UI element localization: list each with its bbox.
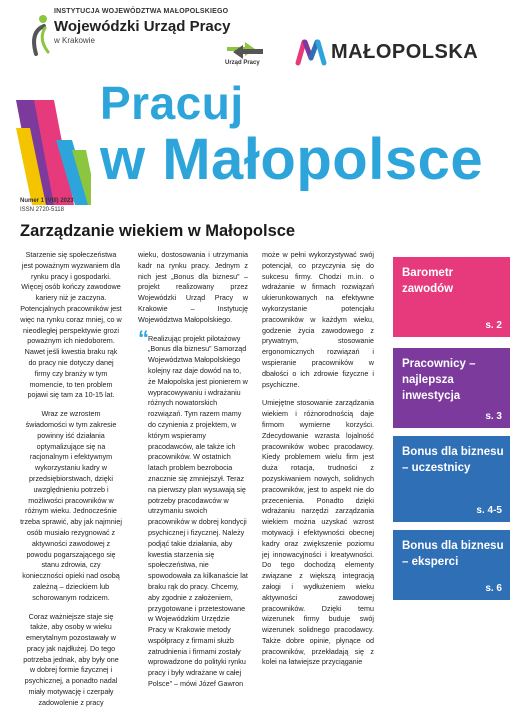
masthead-stripes-graphic — [16, 100, 91, 205]
toc-box-title: Pracownicy – najlepsza inwestycja — [402, 358, 476, 402]
urzad-pracy-logo — [223, 40, 267, 70]
toc-box-title: Bonus dla biznesu – eksperci — [402, 540, 504, 568]
masthead-title-line2: w Małopolsce — [100, 127, 484, 192]
arrows-icon — [223, 40, 267, 60]
issue-number: Numer 1 (VIII) 2023 — [20, 198, 74, 204]
wup-logo — [30, 6, 231, 58]
paragraph: Umiejętne stosowanie zarządzania wiekiem i różnorodnością daje firmom wymierne korzyści. Zdecydowanie wzrasta lojalność pracowników wobec pracodawcy. Kiedy problemem wielu firm jest duża rotacja, trudności z pozyskiwaniem nowych, solidnych pracowników, jest to aspekt nie do przecenienia. Ponadto dzięki wdrażaniu narzędzi zarządzania wiekiem można uzyskać wzrost motywacji i efektywności obecnej kadry oraz zwiększenie poziomu jej innowacyjności i kreatywności. Do tego dochodzą elementy związane z większą integracją załogi i wydłużeniem wieku aktywności zawodowej pracowników. Dzięki temu wizerunek firmy buduje swój wizerunek solidnego pracodawcy. Także dobre opinie, płynące od pracowników, przekładają się z kolei na łatwiejsze przyciąganie — [262, 398, 374, 667]
toc-box-page: s. 2 — [485, 320, 502, 331]
toc-box-page: s. 4-5 — [476, 505, 502, 516]
pull-quote-text: Realizując projekt pilotażowy „Bonus dla biznesu” Samorząd Województwa Małopolskiego kolejny raz daje dowód na to, że Małopolska jest pionierem w wypracowywaniu i wdrażaniu różnych nowatorskich rozwiązań. Tym razem mamy do czynienia z projektem, w którym wspieramy pracodawców, ale także ich pracowników. W ostatnich latach problem bezrobocia znacznie się zmniejszył. Teraz na pierwszy plan wysuwają się potrzeby pracodawców w utrzymaniu swoich pracowników w dobrej kondycji psychicznej i fizycznej. Należy podjąć takie działania, aby kwestia starzenia się społeczeństwa, nie spowodowała za kilkanaście lat braku rąk do pracy. Chcemy, aby zgodnie z założeniem, przygotowane i przetestowane w Wojewódzkim Urzędzie Pracy w Krakowie metody współpracy z firmami służb zatrudnienia i firmami zostały wprowadzone do polityki rynku pracy i były wdrażane w całej Polsce” – mówi Józef Gawron — [148, 333, 248, 689]
article-column-1 — [20, 250, 122, 717]
malopolska-wordmark: MAŁOPOLSKA — [331, 41, 479, 63]
wup-city: w Krakowie — [54, 36, 95, 45]
pull-quote — [138, 325, 248, 690]
toc-box-title: Bonus dla biznesu – uczestnicy — [402, 446, 504, 474]
toc-box-page: s. 6 — [485, 583, 502, 594]
masthead-title-line1: Pracuj — [100, 77, 244, 129]
person-figure-icon — [30, 14, 50, 56]
article-column-2 — [138, 250, 248, 690]
toc-box-barometr[interactable] — [393, 257, 510, 337]
article-headline: Zarządzanie wiekiem w Małopolsce — [20, 222, 296, 240]
paragraph: wieku, dostosowania i utrzymania kadr na rynku pracy. Jednym z nich jest „Bonus dla biznesu” – projekt realizowany przez Wojewódzki Urząd Pracy w Krakowie – Instytucję Województwa Małopolskiego. — [138, 250, 248, 324]
wup-institution-label: INSTYTUCJA WOJEWÓDZTWA MAŁOPOLSKIEGO — [54, 8, 229, 15]
quote-mark-icon: “ — [138, 325, 149, 351]
toc-box-page: s. 3 — [485, 411, 502, 422]
wup-name: Wojewódzki Urząd Pracy — [54, 18, 231, 35]
paragraph: Starzenie się społeczeństwa jest poważnym wyzwaniem dla rynku pracy i gospodarki. Więcej osób kończy zawodowe kariery niż je zaczyna. Potencjalnych pracowników jest więc na rynku coraz mniej, co w nieodległej perspektywie grozi poważnym ich niedoborem. Nawet jeśli kwestia braku rąk do pracy nie dotyczy danej firmy czy branży w tym momencie, to ten problem pojawi się tam za 10-15 lat. — [20, 250, 122, 400]
paragraph: Wraz ze wzrostem świadomości w tym zakresie powinny iść działania optymalizujące się na racjonalnym i efektywnym wykorzystaniu kadry w przedsiębiorstwach, dzięki uwzględnieniu potrzeb i możliwości pracowników w różnym wieku. Jednocześnie trzeba sprawić, aby jak najmniej osób musiało rezygnować z aktywności zawodowej z powodu pogarszającego się stanu zdrowia, czy konieczności opieki nad osobą zależną – dzieckiem lub schorowanym rodzicem. — [20, 409, 122, 602]
article-column-3 — [262, 250, 374, 676]
malopolska-m-icon — [295, 38, 327, 66]
issn-number: ISSN 2720-5118 — [20, 207, 64, 213]
toc-box-pracownicy[interactable] — [393, 348, 510, 428]
urzad-pracy-label: Urząd Pracy — [225, 60, 260, 66]
paragraph: może w pełni wykorzystywać swój potencjał, co przyczynia się do sukcesu firmy. Chodzi m.in. o wdrażanie w firmach rozwiązań ukierunkowanych na efektywne wykorzystanie potencjału pracowników w każdym wieku, godzenie życia zawodowego z prywatnym, stosowanie ergonomicznych rozwiązań i wspieranie pracowników w dbałości o ich zdrowie fizyczne i psychiczne. — [262, 250, 374, 389]
toc-box-eksperci[interactable] — [393, 530, 510, 600]
toc-box-title: Barometr zawodów — [402, 267, 454, 295]
paragraph: Coraz ważniejsze staje się także, aby osoby w wieku emerytalnym pozostawały w pracy jak najdłużej. Do tego potrzeba jednak, aby były one w dobrej formie fizycznej i psychicznej, a ponadto nadal miały motywację i czerpały zadowolenie z pracy — [23, 611, 119, 707]
toc-box-uczestnicy[interactable] — [393, 436, 510, 522]
malopolska-logo — [295, 36, 500, 70]
